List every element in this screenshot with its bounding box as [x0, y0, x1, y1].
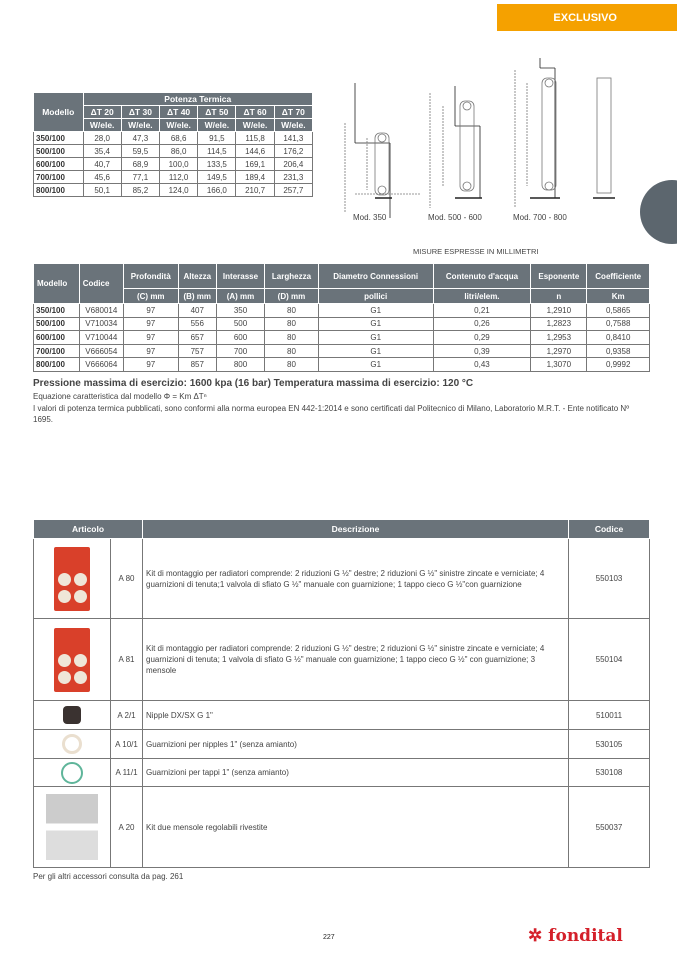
spec-cell: 0,21 — [433, 304, 531, 318]
certification-note: I valori di potenza termica pubblicati, sono conformi alla norma europea EN 442-1:2014 e sono certificati dal Politecnico di Milano, Laboratorio M.R.T. - Ente notificato Nº 1695. — [33, 404, 630, 424]
nipple-image — [63, 706, 81, 724]
spec-header: Diametro Connessioni — [318, 264, 433, 289]
article-cell: A 10/1 — [111, 730, 143, 759]
spec-cell: G1 — [318, 358, 433, 372]
spec-cell: 97 — [123, 317, 178, 331]
power-cell: 114,5 — [198, 145, 236, 158]
code-cell: 530105 — [569, 730, 650, 759]
table-row — [34, 132, 313, 145]
brand-name: fondital — [548, 926, 623, 946]
article-cell: A 81 — [111, 619, 143, 701]
ring-image — [61, 762, 83, 784]
description-cell: Kit di montaggio per radiatori comprende: 2 riduzioni G ½" destre; 2 riduzioni G ½" sinistre zincate e verniciate; 4 guarnizioni di tenuta;1 valvola di sfiato G ½" manuale con guarnizione; 1 tappo cieco G ½"con guarnizione — [143, 539, 569, 619]
spec-header: Contenuto d'acqua — [433, 264, 531, 289]
unit-header: W/ele. — [236, 119, 274, 132]
description-cell: Nipple DX/SX G 1" — [143, 701, 569, 730]
diagram-mod-700-800 — [515, 58, 560, 208]
code-cell: 550104 — [569, 619, 650, 701]
spec-cell: 80 — [265, 331, 319, 345]
article-cell: A 20 — [111, 787, 143, 868]
product-image-cell — [34, 787, 111, 868]
power-cell: 68,6 — [160, 132, 198, 145]
spec-header: Larghezza — [265, 264, 319, 289]
article-header: Articolo — [34, 520, 143, 539]
delta-t-header: ΔT 70 — [274, 106, 312, 119]
spec-cell: 80 — [265, 358, 319, 372]
spec-cell: 0,5865 — [587, 304, 650, 318]
delta-t-header: ΔT 60 — [236, 106, 274, 119]
unit-header: pollici — [318, 289, 433, 304]
code-cell: 510011 — [569, 701, 650, 730]
table-row — [34, 145, 313, 158]
pressure-note: Pressione massima di esercizio: 1600 kpa (16 bar) Temperatura massima di esercizio: 120 °C — [33, 378, 474, 389]
fondital-logo — [528, 926, 623, 946]
code-cell: 550103 — [569, 539, 650, 619]
spec-cell: G1 — [318, 304, 433, 318]
spec-cell: 350 — [216, 304, 264, 318]
spec-cell: 1,2970 — [531, 344, 587, 358]
table-row — [34, 344, 650, 358]
spec-cell: V666064 — [79, 358, 123, 372]
spec-cell: 80 — [265, 344, 319, 358]
spec-cell: 0,9358 — [587, 344, 650, 358]
spec-cell: 407 — [178, 304, 216, 318]
power-cell: 124,0 — [160, 184, 198, 197]
power-cell: 91,5 — [198, 132, 236, 145]
spec-cell: 500 — [216, 317, 264, 331]
page-number: 227 — [323, 934, 335, 941]
power-cell: 100,0 — [160, 158, 198, 171]
power-cell: 169,1 — [236, 158, 274, 171]
model-cell: 350/100 — [34, 132, 84, 145]
unit-header: (C) mm — [123, 289, 178, 304]
gasket-image — [62, 734, 82, 754]
spec-cell: 0,7588 — [587, 317, 650, 331]
power-cell: 206,4 — [274, 158, 312, 171]
spec-cell: 80 — [265, 317, 319, 331]
power-cell: 115,8 — [236, 132, 274, 145]
spec-cell: 700/100 — [34, 344, 80, 358]
delta-t-header: ΔT 50 — [198, 106, 236, 119]
description-cell: Kit di montaggio per radiatori comprende: 2 riduzioni G ½" destre; 2 riduzioni G ½" sinistre zincate e verniciate; 4 guarnizioni di tenuta; 1 valvola di sfiato G ½" manuale con guarnizione; 1 tappo cieco G ½" con guarnizione; 3 mensole — [143, 619, 569, 701]
model-cell: 500/100 — [34, 145, 84, 158]
spec-cell: 0,9992 — [587, 358, 650, 372]
kit-image — [54, 547, 90, 611]
power-cell: 149,5 — [198, 171, 236, 184]
spec-cell: 556 — [178, 317, 216, 331]
spec-cell: 700 — [216, 344, 264, 358]
code-cell: 530108 — [569, 759, 650, 787]
spec-cell: 0,29 — [433, 331, 531, 345]
power-cell: 133,5 — [198, 158, 236, 171]
spec-cell: 600 — [216, 331, 264, 345]
table-row — [34, 317, 650, 331]
accessory-row — [34, 759, 650, 787]
description-cell: Guarnizioni per nipples 1" (senza amianto) — [143, 730, 569, 759]
spec-cell: 600/100 — [34, 331, 80, 345]
brackets-image — [46, 794, 98, 860]
code-header: Codice — [569, 520, 650, 539]
accessory-row — [34, 619, 650, 701]
code-cell: 550037 — [569, 787, 650, 868]
diagram-label: Mod. 350 — [353, 213, 387, 222]
spec-cell: 97 — [123, 331, 178, 345]
spec-cell: V666054 — [79, 344, 123, 358]
description-cell: Kit due mensole regolabili rivestite — [143, 787, 569, 868]
model-cell: 800/100 — [34, 184, 84, 197]
table-row — [34, 304, 650, 318]
article-cell: A 11/1 — [111, 759, 143, 787]
power-cell: 35,4 — [83, 145, 121, 158]
spec-header: Altezza — [178, 264, 216, 289]
unit-header: (A) mm — [216, 289, 264, 304]
unit-header: Km — [587, 289, 650, 304]
unit-header: n — [531, 289, 587, 304]
diagram-mod-350 — [345, 83, 420, 218]
accessory-row — [34, 539, 650, 619]
spec-header: Modello — [34, 264, 80, 304]
spec-cell: V710044 — [79, 331, 123, 345]
power-cell: 189,4 — [236, 171, 274, 184]
unit-header: W/ele. — [121, 119, 159, 132]
model-cell: 600/100 — [34, 158, 84, 171]
table-row — [34, 358, 650, 372]
power-cell: 68,9 — [121, 158, 159, 171]
delta-t-header: ΔT 30 — [121, 106, 159, 119]
spec-cell: 500/100 — [34, 317, 80, 331]
spec-cell: 350/100 — [34, 304, 80, 318]
table-row — [34, 158, 313, 171]
power-cell: 40,7 — [83, 158, 121, 171]
product-image-cell — [34, 759, 111, 787]
group-header: Potenza Termica — [83, 93, 312, 106]
power-cell: 86,0 — [160, 145, 198, 158]
spec-header: Profondità — [123, 264, 178, 289]
unit-header: W/ele. — [160, 119, 198, 132]
spec-cell: G1 — [318, 317, 433, 331]
power-cell: 77,1 — [121, 171, 159, 184]
spec-cell: 857 — [178, 358, 216, 372]
diagram-label: Mod. 500 - 600 — [428, 213, 482, 222]
diagram-mod-500-600 — [430, 86, 482, 208]
spec-header: Interasse — [216, 264, 264, 289]
spec-cell: V680014 — [79, 304, 123, 318]
section-banner — [497, 4, 677, 31]
accessory-row — [34, 730, 650, 759]
flower-icon: ✲ — [528, 926, 543, 946]
unit-header: W/ele. — [274, 119, 312, 132]
spec-cell: 1,3070 — [531, 358, 587, 372]
product-image-cell — [34, 701, 111, 730]
product-image-cell — [34, 730, 111, 759]
article-cell: A 2/1 — [111, 701, 143, 730]
spec-cell: 97 — [123, 358, 178, 372]
kit-image — [54, 628, 90, 692]
accessory-row — [34, 787, 650, 868]
heat-wave-icon — [640, 180, 677, 244]
model-cell: 700/100 — [34, 171, 84, 184]
diagram-label: Mod. 700 - 800 — [513, 213, 567, 222]
accessories-table — [33, 519, 650, 868]
power-cell: 141,3 — [274, 132, 312, 145]
spec-cell: 657 — [178, 331, 216, 345]
spec-table — [33, 263, 650, 372]
spec-cell: 80 — [265, 304, 319, 318]
article-cell: A 80 — [111, 539, 143, 619]
spec-cell: 800 — [216, 358, 264, 372]
spec-cell: G1 — [318, 331, 433, 345]
spec-cell: 0,26 — [433, 317, 531, 331]
spec-cell: 1,2953 — [531, 331, 587, 345]
section-title: EXCLUSIVO — [553, 12, 617, 24]
spec-header: Esponente — [531, 264, 587, 289]
delta-t-header: ΔT 20 — [83, 106, 121, 119]
unit-header: litri/elem. — [433, 289, 531, 304]
spec-header: Coefficiente — [587, 264, 650, 289]
spec-cell: V710034 — [79, 317, 123, 331]
spec-cell: 1,2910 — [531, 304, 587, 318]
unit-header: (B) mm — [178, 289, 216, 304]
spec-cell: 0,39 — [433, 344, 531, 358]
unit-header: W/ele. — [83, 119, 121, 132]
product-image-cell — [34, 539, 111, 619]
power-cell: 257,7 — [274, 184, 312, 197]
power-cell: 231,3 — [274, 171, 312, 184]
power-cell: 50,1 — [83, 184, 121, 197]
table-row — [34, 171, 313, 184]
unit-header: (D) mm — [265, 289, 319, 304]
power-cell: 144,6 — [236, 145, 274, 158]
power-cell: 47,3 — [121, 132, 159, 145]
power-table — [33, 92, 313, 197]
delta-t-header: ΔT 40 — [160, 106, 198, 119]
description-header: Descrizione — [143, 520, 569, 539]
table-row — [34, 184, 313, 197]
power-cell: 59,5 — [121, 145, 159, 158]
power-cell: 166,0 — [198, 184, 236, 197]
spec-cell: 0,8410 — [587, 331, 650, 345]
spec-cell: 0,43 — [433, 358, 531, 372]
power-cell: 28,0 — [83, 132, 121, 145]
equation-note: Equazione caratteristica dal modello Φ = Km ΔTⁿ — [33, 392, 207, 401]
table-row — [34, 331, 650, 345]
spec-cell: G1 — [318, 344, 433, 358]
power-cell: 85,2 — [121, 184, 159, 197]
diagram-side-view — [593, 78, 615, 198]
spec-header: Codice — [79, 264, 123, 304]
spec-cell: 757 — [178, 344, 216, 358]
unit-header: W/ele. — [198, 119, 236, 132]
power-cell: 176,2 — [274, 145, 312, 158]
accessory-row — [34, 701, 650, 730]
description-cell: Guarnizioni per tappi 1" (senza amianto) — [143, 759, 569, 787]
spec-cell: 97 — [123, 304, 178, 318]
model-header: Modello — [34, 93, 84, 132]
units-note: MISURE ESPRESSE IN MILLIMETRI — [413, 247, 539, 256]
spec-cell: 1,2823 — [531, 317, 587, 331]
product-image-cell — [34, 619, 111, 701]
power-cell: 45,6 — [83, 171, 121, 184]
power-cell: 112,0 — [160, 171, 198, 184]
spec-cell: 800/100 — [34, 358, 80, 372]
power-cell: 210,7 — [236, 184, 274, 197]
spec-cell: 97 — [123, 344, 178, 358]
radiator-dimension-diagrams — [335, 58, 635, 218]
accessories-footer-note: Per gli altri accessori consulta da pag. 261 — [33, 872, 184, 881]
